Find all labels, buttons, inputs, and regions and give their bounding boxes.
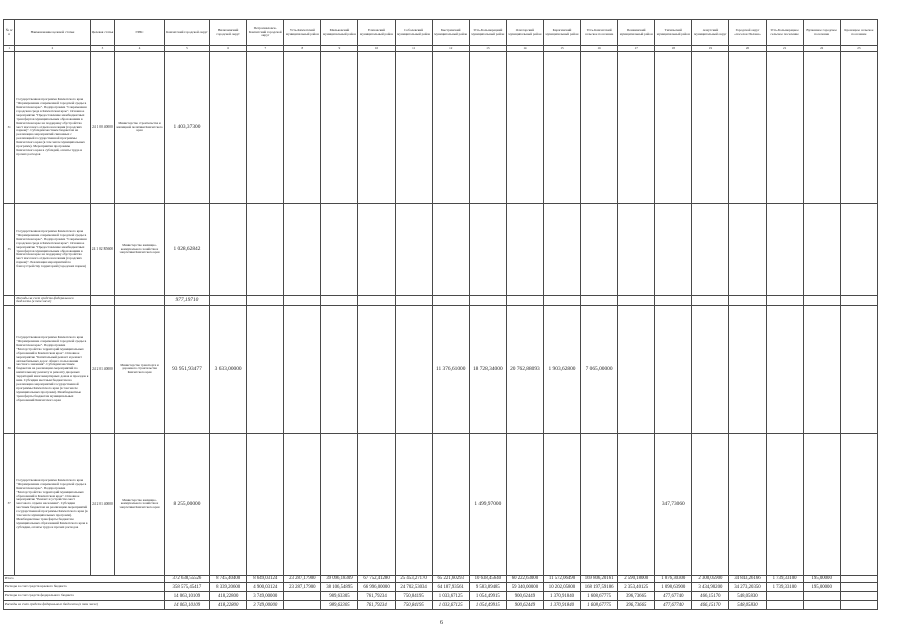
total-value-cell: 1 054,49915 xyxy=(469,592,506,601)
value-cell xyxy=(284,433,321,575)
value-cell xyxy=(803,296,840,306)
total-value-cell: 8 745,40400 xyxy=(210,575,247,583)
value-cell xyxy=(395,305,432,433)
value-cell xyxy=(543,52,580,204)
total-value-cell: 1 370,91840 xyxy=(543,592,580,601)
total-value-cell: 25 453,27170 xyxy=(395,575,432,583)
value-cell xyxy=(840,296,877,306)
value-cell xyxy=(729,305,766,433)
value-cell xyxy=(543,433,580,575)
value-cell xyxy=(321,305,358,433)
value-cell: 11 376,61000 xyxy=(432,305,469,433)
header-cell: Алеутский муниципальный округ xyxy=(692,20,729,46)
row-description-cell: Государственная программа Камчатского края "Формирование современной городской среды в Камчатском крае". Подпрограмма "Благоустройство территорий муниципальных образований в Камчатском крае". Основное мероприятие "Капитальный ремонт и ремонт автомобильных дорог общего пользования местного значения". Субсидии местным бюджетам на реализацию мероприятий по капитальному ремонту и ремонту дворовых территорий многоквартирных домов и проездов к ним. Субсидии местным бюджетам на реализацию мероприятий государственной программы Камчатского края (в том числе муниципальных программ). Межбюджетные трансферты бюджетам муниципальных образований Камчатского края xyxy=(15,305,90,433)
total-value-cell: 38 106,54895 xyxy=(321,583,358,592)
value-cell xyxy=(692,296,729,306)
value-cell xyxy=(618,204,655,296)
value-cell xyxy=(840,204,877,296)
value-cell xyxy=(729,52,766,204)
target-code-cell: 24 2 01 40000 xyxy=(90,433,115,575)
value-cell xyxy=(506,52,543,204)
total-value-cell: 1 739,33100 xyxy=(766,583,803,592)
table-row xyxy=(4,52,878,204)
total-label-cell: Итого xyxy=(4,575,165,583)
value-cell xyxy=(581,204,618,296)
header-cell: Елизовский муниципальный район xyxy=(358,20,395,46)
total-value-cell xyxy=(766,601,803,610)
total-value-cell: 1 608,67775 xyxy=(581,601,618,610)
total-value-cell: 548,05830 xyxy=(729,601,766,610)
column-number-cell: 17 xyxy=(618,46,655,52)
grbs-cell xyxy=(115,296,164,306)
value-cell xyxy=(618,433,655,575)
column-number-cell: 13 xyxy=(469,46,506,52)
value-cell xyxy=(210,296,247,306)
value-cell: 93 951,93477 xyxy=(164,305,209,433)
column-number-cell: 9 xyxy=(321,46,358,52)
total-value-cell xyxy=(284,592,321,601)
total-value-cell: 3 434,90200 xyxy=(692,583,729,592)
total-value-cell: 761,79234 xyxy=(358,601,395,610)
value-cell xyxy=(210,204,247,296)
value-cell xyxy=(284,204,321,296)
value-cell xyxy=(581,52,618,204)
value-cell xyxy=(358,433,395,575)
total-value-cell: 477,67740 xyxy=(655,592,692,601)
total-value-cell: 1 370,91840 xyxy=(543,601,580,610)
header-cell: Соболевский муниципальный район xyxy=(395,20,432,46)
header-cell: Пенжинский муниципальный район xyxy=(618,20,655,46)
column-number-cell: 4 xyxy=(115,46,164,52)
value-cell xyxy=(247,305,284,433)
value-cell: 977,19710 xyxy=(164,296,209,306)
column-number-cell: 21 xyxy=(766,46,803,52)
total-value-cell: 989,63305 xyxy=(321,601,358,610)
value-cell xyxy=(210,52,247,204)
total-value-cell: 10 202,05800 xyxy=(543,583,580,592)
header-cell: Быстринский муниципальный район xyxy=(432,20,469,46)
value-cell xyxy=(803,305,840,433)
column-number-cell: 22 xyxy=(803,46,840,52)
value-cell xyxy=(692,52,729,204)
value-cell xyxy=(840,52,877,204)
total-value-cell: 39 096,18309 xyxy=(321,575,358,583)
header-cell: Усть-Большерецкое сельское поселение xyxy=(766,20,803,46)
total-value-cell: 8 339,20600 xyxy=(210,583,247,592)
total-value-cell: 67 752,41280 xyxy=(358,575,395,583)
value-cell xyxy=(803,433,840,575)
value-cell xyxy=(358,204,395,296)
header-cell: № п/п xyxy=(4,20,15,46)
row-description-cell: Расходы за счет средств федерального бюджета (в том числе) xyxy=(15,296,90,306)
value-cell xyxy=(766,296,803,306)
value-cell: 18 728,34000 xyxy=(469,305,506,433)
value-cell: 1 499,97000 xyxy=(469,433,506,575)
value-cell xyxy=(284,305,321,433)
value-cell xyxy=(655,305,692,433)
total-value-cell: 1 876,30300 xyxy=(655,575,692,583)
total-value-cell: 195,00000 xyxy=(803,583,840,592)
total-value-cell: 396,73665 xyxy=(618,592,655,601)
header-cell: Кроноцкое сельское поселение xyxy=(840,20,877,46)
budget-allocation-table xyxy=(3,19,878,610)
value-cell xyxy=(284,296,321,306)
table-row xyxy=(4,433,878,575)
total-value-cell: 900,62449 xyxy=(506,592,543,601)
value-cell xyxy=(432,52,469,204)
value-cell xyxy=(247,433,284,575)
total-row xyxy=(4,575,878,583)
value-cell xyxy=(247,296,284,306)
header-cell: Мильковский муниципальный район xyxy=(321,20,358,46)
total-value-cell xyxy=(840,575,877,583)
header-cell: Вулканное городское поселение xyxy=(803,20,840,46)
row-description-cell: Государственная программа Камчатского края "Формирование современной городской среды в Камчатском крае". Подпрограмма "Современная городская среда в Камчатском крае". Основное мероприятие "Предоставление межбюджетных трансфертов муниципальным образованиям в Камчатском крае на поддержку обустройства мест массового отдыха населения (городских парков)". Субсидии местным бюджетам на реализацию мероприятий связанных с реализацией государственной программы Камчатского края (в том числе муниципальных программ). Мероприятия программы Камчатского края в субсидий, оплаты труда и прочих расходов xyxy=(15,52,90,204)
column-number-cell: 14 xyxy=(506,46,543,52)
value-cell xyxy=(432,296,469,306)
grbs-cell: Министерство транспорта и дорожного строительства Камчатского края xyxy=(115,305,164,433)
total-value-cell: 34 273,20350 xyxy=(729,583,766,592)
value-cell xyxy=(581,296,618,306)
target-code-cell xyxy=(90,296,115,306)
total-value-cell: 9 583,89485 xyxy=(469,583,506,592)
column-number-cell: 8 xyxy=(284,46,321,52)
header-row xyxy=(4,20,878,46)
column-number-cell: 20 xyxy=(729,46,766,52)
total-value-cell: 64 187,93561 xyxy=(432,583,469,592)
page-number: 6 xyxy=(440,620,443,626)
value-cell xyxy=(840,305,877,433)
value-cell xyxy=(729,296,766,306)
value-cell xyxy=(358,296,395,306)
total-value-cell: 372 638,55526 xyxy=(164,575,209,583)
total-value-cell xyxy=(766,592,803,601)
value-cell xyxy=(766,52,803,204)
value-cell: 8 255,00000 xyxy=(164,433,209,575)
total-value-cell: 3 749,00000 xyxy=(247,592,284,601)
total-value-cell: 750,84195 xyxy=(395,601,432,610)
column-number-cell: 6 xyxy=(210,46,247,52)
value-cell xyxy=(618,305,655,433)
value-cell xyxy=(321,296,358,306)
value-cell: 1 028,62842 xyxy=(164,204,209,296)
table-row xyxy=(4,296,878,306)
value-cell xyxy=(581,433,618,575)
header-cell: Усть-Большерецкий муниципальный район xyxy=(469,20,506,46)
header-cell: Олюторский муниципальный район xyxy=(506,20,543,46)
column-number-cell: 18 xyxy=(655,46,692,52)
column-number-cell: 12 xyxy=(432,46,469,52)
value-cell xyxy=(692,204,729,296)
total-value-cell xyxy=(840,601,877,610)
header-cell: Наименование целевой статьи xyxy=(15,20,90,46)
total-value-cell: 1 033,67125 xyxy=(432,601,469,610)
row-number-cell: 35 xyxy=(4,204,15,296)
total-value-cell: 1 033,67125 xyxy=(432,592,469,601)
target-code-cell: 24 1 02 R5600 xyxy=(90,204,115,296)
total-value-cell: 11 572,06490 xyxy=(543,575,580,583)
value-cell xyxy=(766,305,803,433)
value-cell xyxy=(321,433,358,575)
row-number-cell: 36 xyxy=(4,305,15,433)
total-value-cell: 3 749,00000 xyxy=(247,601,284,610)
header-cell: ГРБС xyxy=(115,20,164,46)
column-number-cell: 2 xyxy=(15,46,90,52)
header-cell: Камчатский городской округ xyxy=(164,20,209,46)
value-cell xyxy=(543,296,580,306)
header-cell: Карагинский муниципальный район xyxy=(543,20,580,46)
total-value-cell: 466,15170 xyxy=(692,592,729,601)
column-number-cell: 5 xyxy=(164,46,209,52)
value-cell: 1 903,62800 xyxy=(543,305,580,433)
value-cell xyxy=(395,296,432,306)
total-value-cell: 8 649,03124 xyxy=(247,575,284,583)
total-value-cell: 66 996,00000 xyxy=(358,583,395,592)
target-code-cell: 24 1 00 40000 xyxy=(90,52,115,204)
value-cell xyxy=(543,204,580,296)
total-value-cell xyxy=(840,583,877,592)
total-value-cell: 358 575,45417 xyxy=(164,583,209,592)
total-value-cell xyxy=(803,601,840,610)
table-row xyxy=(4,204,878,296)
column-number-cell: 7 xyxy=(247,46,284,52)
value-cell xyxy=(247,204,284,296)
header-cell: Усть-Камчатский муниципальный район xyxy=(284,20,321,46)
value-cell xyxy=(284,52,321,204)
value-cell xyxy=(432,433,469,575)
value-cell xyxy=(358,52,395,204)
value-cell xyxy=(358,305,395,433)
value-cell xyxy=(321,204,358,296)
row-number-cell: 31 xyxy=(4,52,15,204)
row-number-cell: 37 xyxy=(4,433,15,575)
header-cell: Тигильский муниципальный район xyxy=(655,20,692,46)
header-cell: Целевая статья xyxy=(90,20,115,46)
total-value-cell: 169 806,20161 xyxy=(581,575,618,583)
total-value-cell: 396,73665 xyxy=(618,601,655,610)
value-cell xyxy=(766,433,803,575)
total-value-cell: 65 221,60293 xyxy=(432,575,469,583)
total-value-cell: 477,67740 xyxy=(655,601,692,610)
total-row xyxy=(4,601,878,610)
total-value-cell: 2 590,18000 xyxy=(618,575,655,583)
value-cell xyxy=(618,52,655,204)
value-cell xyxy=(210,433,247,575)
total-row xyxy=(4,583,878,592)
value-cell xyxy=(803,204,840,296)
total-value-cell: 10 638,45640 xyxy=(469,575,506,583)
value-cell xyxy=(432,204,469,296)
value-cell xyxy=(729,433,766,575)
total-value-cell: 4 900,03124 xyxy=(247,583,284,592)
value-cell xyxy=(395,204,432,296)
total-value-cell: 60 222,63000 xyxy=(506,575,543,583)
value-cell xyxy=(506,433,543,575)
total-value-cell xyxy=(803,592,840,601)
total-value-cell: 2 353,40125 xyxy=(618,583,655,592)
value-cell xyxy=(506,296,543,306)
value-cell xyxy=(469,52,506,204)
total-value-cell: 23 287,17900 xyxy=(284,575,321,583)
value-cell xyxy=(655,296,692,306)
total-value-cell xyxy=(840,592,877,601)
grbs-cell: Министерство жилищно-коммунального хозяйства и энергетики Камчатского края xyxy=(115,204,164,296)
total-value-cell: 59 340,00000 xyxy=(506,583,543,592)
total-value-cell: 900,62449 xyxy=(506,601,543,610)
value-cell: 347,73060 xyxy=(655,433,692,575)
total-value-cell: 1 739,33100 xyxy=(766,575,803,583)
total-value-cell: 24 702,53034 xyxy=(395,583,432,592)
column-number-cell: 11 xyxy=(395,46,432,52)
total-value-cell: 23 287,17900 xyxy=(284,583,321,592)
value-cell xyxy=(321,52,358,204)
total-value-cell: 750,84195 xyxy=(395,592,432,601)
value-cell xyxy=(729,204,766,296)
total-value-cell: 989,63305 xyxy=(321,592,358,601)
column-number-cell: 3 xyxy=(90,46,115,52)
value-cell: 1 403,37300 xyxy=(164,52,209,204)
value-cell xyxy=(692,305,729,433)
header-cell: Петропавловск-Камчатский городской округ xyxy=(247,20,284,46)
total-label-cell: Расходы за счет средств федерального бюджета xyxy=(4,592,165,601)
total-value-cell: 14 063,10109 xyxy=(164,592,209,601)
column-number-cell: 19 xyxy=(692,46,729,52)
total-value-cell: 14 063,10109 xyxy=(164,601,209,610)
row-description-cell: Государственная программа Камчатского края "Формирование современной городской среды в Камчатском крае". Подпрограмма "Современная городская среда в Камчатском крае". Основное мероприятие "Предоставление межбюджетных трансфертов муниципальным образованиям в Камчатском крае на поддержку обустройства мест массового отдыха населения (городских парков)". Реализация мероприятий по благоустройству территорий (городских парков) xyxy=(15,204,90,296)
value-cell: 3 633,00000 xyxy=(210,305,247,433)
header-cell: Вилючинский городской округ xyxy=(210,20,247,46)
total-value-cell xyxy=(284,601,321,610)
column-number-cell: 10 xyxy=(358,46,395,52)
value-cell xyxy=(618,296,655,306)
total-value-cell: 195,00000 xyxy=(803,575,840,583)
table-row xyxy=(4,305,878,433)
total-value-cell: 1 098,63900 xyxy=(655,583,692,592)
column-number-cell: 1 xyxy=(4,46,15,52)
total-value-cell: 34 843,26166 xyxy=(729,575,766,583)
value-cell xyxy=(840,433,877,575)
target-code-cell: 24 2 01 40000 xyxy=(90,305,115,433)
total-label-cell: Расходы за счет средств краевого бюджета xyxy=(4,583,165,592)
total-row xyxy=(4,592,878,601)
column-number-cell: 16 xyxy=(581,46,618,52)
grbs-cell: Министерство строительства и жилищной политики Камчатского края xyxy=(115,52,164,204)
grbs-cell: Министерство жилищно-коммунального хозяйства и энергетики Камчатского края xyxy=(115,433,164,575)
value-cell xyxy=(395,52,432,204)
column-number-cell: 23 xyxy=(840,46,877,52)
total-label-cell: Расходы за счет средств федерального бюджета (в том числе) xyxy=(4,601,165,610)
value-cell xyxy=(803,52,840,204)
value-cell xyxy=(247,52,284,204)
value-cell xyxy=(655,204,692,296)
total-value-cell: 466,15170 xyxy=(692,601,729,610)
total-value-cell: 761,79234 xyxy=(358,592,395,601)
value-cell: 20 762,88093 xyxy=(506,305,543,433)
value-cell: 7 065,00000 xyxy=(581,305,618,433)
total-value-cell: 548,05830 xyxy=(729,592,766,601)
value-cell xyxy=(395,433,432,575)
total-value-cell: 1 054,49915 xyxy=(469,601,506,610)
total-value-cell: 2 300,05900 xyxy=(692,575,729,583)
value-cell xyxy=(692,433,729,575)
value-cell xyxy=(766,204,803,296)
value-cell xyxy=(469,204,506,296)
header-cell: Городской округ «поселок Палана» xyxy=(729,20,766,46)
value-cell xyxy=(469,296,506,306)
total-value-cell: 168 197,59186 xyxy=(581,583,618,592)
value-cell xyxy=(655,52,692,204)
row-description-cell: Государственная программа Камчатского края "Формирование современной городской среды в Камчатском крае". Подпрограмма "Благоустройство территорий муниципальных образований в Камчатском крае". Основное мероприятие "Ремонт и устройство мест массового отдыха населения". Субсидии местным бюджетам на реализацию мероприятий государственной программы Камчатского края (в том числе муниципальных программ). Межбюджетные трансферты бюджетам муниципальных образований Камчатского края в субсидии, оплаты труда и прочих расходов xyxy=(15,433,90,575)
total-value-cell: 418,22800 xyxy=(210,592,247,601)
column-number-cell: 15 xyxy=(543,46,580,52)
value-cell xyxy=(506,204,543,296)
total-value-cell: 418,22800 xyxy=(210,601,247,610)
row-number-cell xyxy=(4,296,15,306)
total-value-cell: 1 608,67775 xyxy=(581,592,618,601)
header-cell: Усть-Камчатский сельское поселение xyxy=(581,20,618,46)
